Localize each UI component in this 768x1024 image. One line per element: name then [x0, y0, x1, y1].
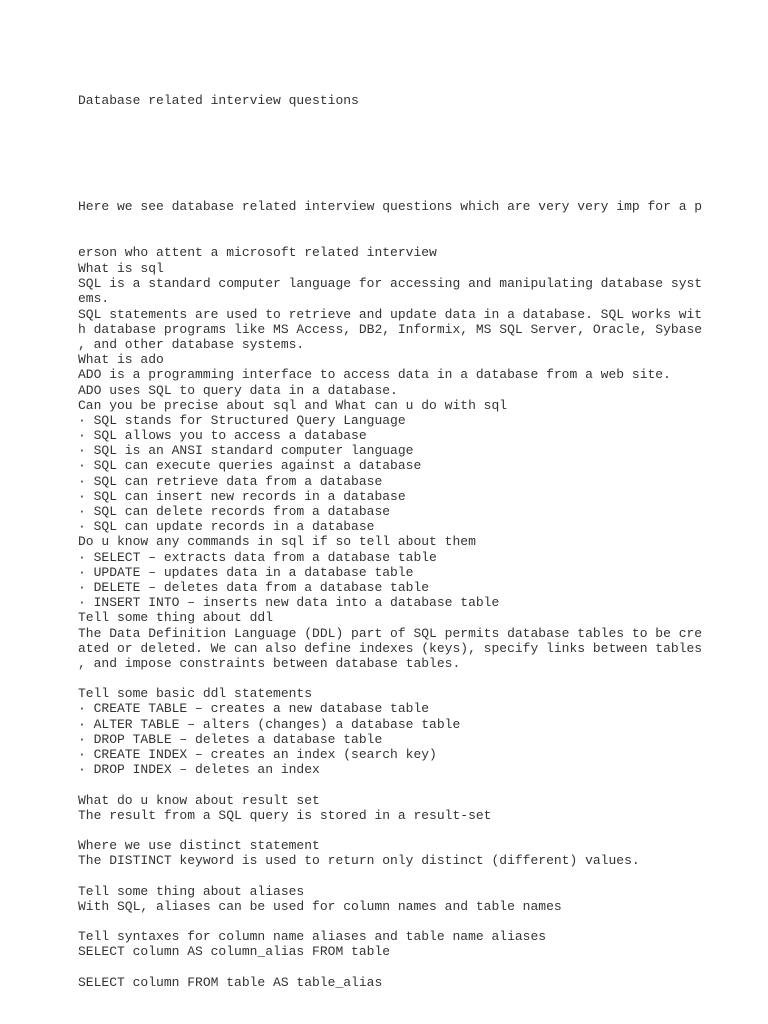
- body-line: · SQL stands for Structured Query Language: [78, 412, 406, 428]
- intro-line: Here we see database related interview questions which are very very imp for a p: [78, 199, 703, 215]
- body-line: What do u know about result set: [78, 792, 320, 808]
- body-line: Tell some thing about ddl: [78, 610, 274, 626]
- body-line: The Data Definition Language (DDL) part of SQL permits database tables to be cre: [78, 625, 703, 641]
- body-line: · SQL can execute queries against a database: [78, 458, 422, 474]
- body-line: Where we use distinct statement: [78, 838, 320, 854]
- body-line: Tell some basic ddl statements: [78, 686, 313, 702]
- body-line: ems.: [78, 291, 110, 307]
- body-line: What is sql: [78, 261, 164, 276]
- body-line: SQL statements are used to retrieve and update data in a database. SQL works wit: [78, 306, 703, 322]
- body-line: · DROP TABLE – deletes a database table: [78, 731, 383, 747]
- body-line: Do u know any commands in sql if so tell about them: [78, 534, 476, 550]
- body-line: ADO is a programming interface to access data in a database from a web site.: [78, 367, 671, 383]
- body-line: , and impose constraints between database tables.: [78, 655, 461, 671]
- body-line: ated or deleted. We can also define indexes (keys), specify links between tables: [78, 640, 703, 656]
- body-line: [78, 914, 702, 929]
- body-line: What is ado: [78, 352, 164, 368]
- body-line: · SELECT – extracts data from a database table: [78, 549, 437, 565]
- body-line: Tell syntaxes for column name aliases and table name aliases: [78, 929, 547, 945]
- body-line: · SQL can insert new records in a database: [78, 488, 406, 504]
- body-line: [78, 777, 702, 792]
- body-line: The DISTINCT keyword is used to return only distinct (different) values.: [78, 853, 640, 869]
- body-line: Can you be precise about sql and What can u do with sql: [78, 397, 508, 413]
- body-line: [78, 671, 702, 686]
- body-line: With SQL, aliases can be used for column names and table names: [78, 898, 562, 914]
- body-line: [78, 960, 702, 975]
- body-line: · CREATE TABLE – creates a new database table: [78, 701, 430, 717]
- body-line: · CREATE INDEX – creates an index (search key): [78, 747, 437, 762]
- body-line: · INSERT INTO – inserts new data into a database table: [78, 595, 500, 611]
- body-line: · SQL allows you to access a database: [78, 428, 367, 444]
- body-line: · SQL can retrieve data from a database: [78, 473, 383, 489]
- body-line: Tell some thing about aliases: [78, 883, 305, 899]
- body-line: · UPDATE – updates data in a database table: [78, 564, 414, 580]
- document-title: Database related interview questions: [78, 93, 359, 108]
- body-line: · DROP INDEX – deletes an index: [78, 762, 320, 778]
- body-line: · ALTER TABLE – alters (changes) a database table: [78, 716, 461, 732]
- document-body: [78, 261, 702, 990]
- body-line: [78, 869, 702, 884]
- body-line: SELECT column AS column_alias FROM table: [78, 944, 391, 960]
- body-line: SQL is a standard computer language for accessing and manipulating database syst: [78, 276, 703, 292]
- body-line: · SQL can delete records from a database: [78, 504, 391, 519]
- body-line: ADO uses SQL to query data in a database.: [78, 382, 398, 398]
- body-line: h database programs like MS Access, DB2, Informix, MS SQL Server, Oracle, Sybase: [78, 321, 703, 337]
- body-line: [78, 823, 702, 838]
- body-line: The result from a SQL query is stored in a result-set: [78, 807, 492, 823]
- body-line: · SQL is an ANSI standard computer language: [78, 443, 414, 459]
- body-line: · SQL can update records in a database: [78, 519, 375, 535]
- intro-line: erson who attent a microsoft related interview: [78, 245, 437, 260]
- body-line: , and other database systems.: [78, 336, 305, 352]
- body-line: · DELETE – deletes data from a database table: [78, 579, 430, 595]
- body-line: SELECT column FROM table AS table_alias: [78, 974, 383, 990]
